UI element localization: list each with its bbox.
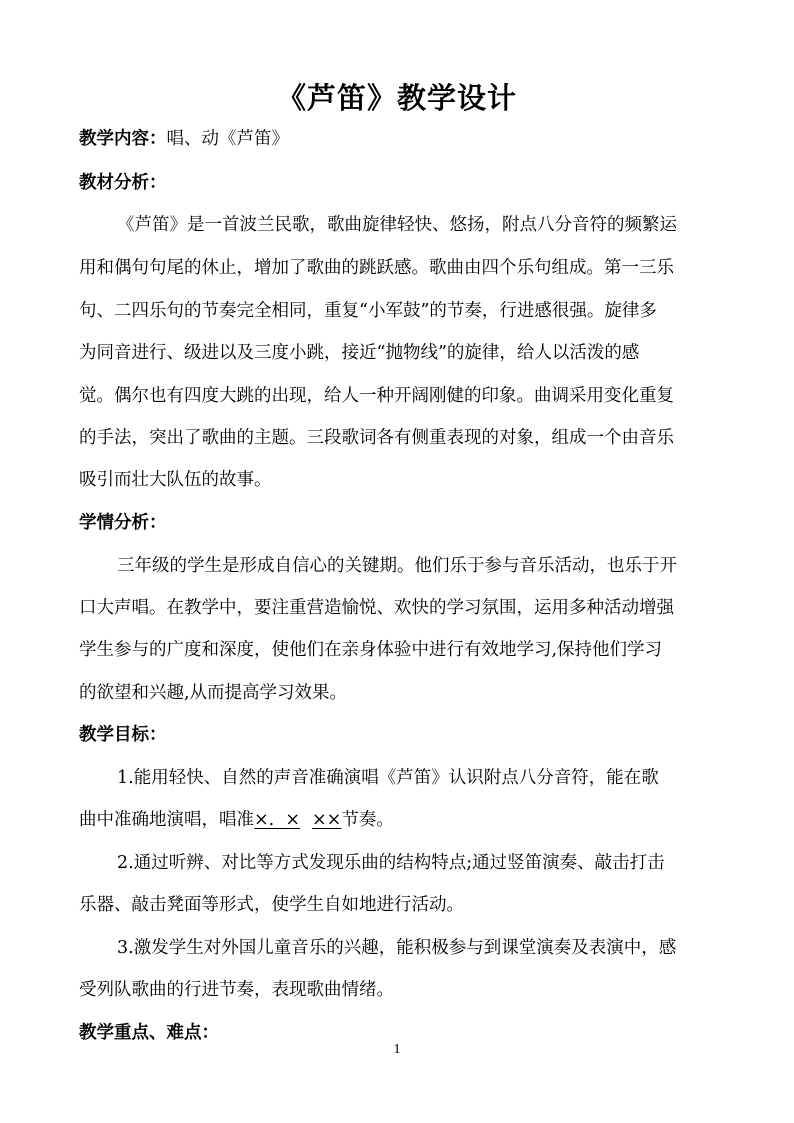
analysis-line: 句、二四乐句的节奏完全相同，重复“小军鼓”的节奏，行进感很强。旋律多 — [79, 301, 657, 321]
analysis-line: 用和偶句句尾的休止，增加了歌曲的跳跃感。歌曲由四个乐句组成。第一三乐 — [79, 258, 674, 278]
analysis-line: 的手法，突出了歌曲的主题。三段歌词各有侧重表现的对象，组成一个由音乐 — [79, 428, 674, 448]
page-title: 《芦笛》教学设计 — [276, 81, 517, 115]
students-heading: 学情分析： — [79, 513, 167, 533]
goal-1-line — [79, 807, 394, 833]
analysis-heading: 教材分析： — [79, 173, 167, 193]
rhythm-notation: ×× — [312, 810, 342, 830]
content-label: 教学内容： — [79, 129, 167, 149]
goal-1-text: 曲中准确地演唱，唱准 — [79, 810, 254, 830]
page-number: 1 — [393, 1042, 401, 1057]
rhythm-notation: ×. × — [254, 810, 301, 830]
goals-heading: 教学目标： — [79, 725, 167, 745]
analysis-line: 觉。偶尔也有四度大跳的出现，给人一种开阔刚健的印象。曲调采用变化重复 — [79, 386, 674, 406]
students-line: 三年级的学生是形成自信心的关键期。他们乐于参与音乐活动，也乐于开 — [117, 556, 677, 576]
goal-1-text: 节奏。 — [341, 810, 394, 830]
goal-3-line: 3.激发学生对外国儿童音乐的兴趣，能积极参与到课堂演奏及表演中，感 — [117, 938, 677, 958]
content-text: 唱、动《芦笛》 — [166, 129, 289, 149]
analysis-line: 为同音进行、级进以及三度小跳，接近“抛物线”的旋律，给人以活泼的感 — [79, 343, 640, 363]
goal-3-line: 受列队歌曲的行进节奏，表现歌曲情绪。 — [79, 980, 394, 1000]
analysis-line: 《芦笛》是一首波兰民歌，歌曲旋律轻快、悠扬，附点八分音符的频繁运 — [117, 215, 677, 235]
goal-2-line: 2.通过听辨、对比等方式发现乐曲的结构特点;通过竖笛演奏、敲击打击 — [117, 853, 665, 873]
analysis-line: 吸引而壮大队伍的故事。 — [79, 470, 272, 490]
students-line: 学生参与的广度和深度，使他们在亲身体验中进行有效地学习,保持他们学习 — [79, 640, 663, 660]
content-line — [79, 126, 289, 152]
goal-2-line: 乐器、敲击凳面等形式，使学生自如地进行活动。 — [79, 895, 464, 915]
goal-1-line: 1.能用轻快、自然的声音准确演唱《芦笛》认识附点八分音符，能在歌 — [117, 768, 659, 788]
keypoints-heading: 教学重点、难点： — [79, 1023, 219, 1043]
students-line: 的欲望和兴趣,从而提高学习效果。 — [79, 683, 348, 703]
students-line: 口大声唱。在教学中，要注重营造愉悦、欢快的学习氛围，运用多种活动增强 — [79, 598, 674, 618]
